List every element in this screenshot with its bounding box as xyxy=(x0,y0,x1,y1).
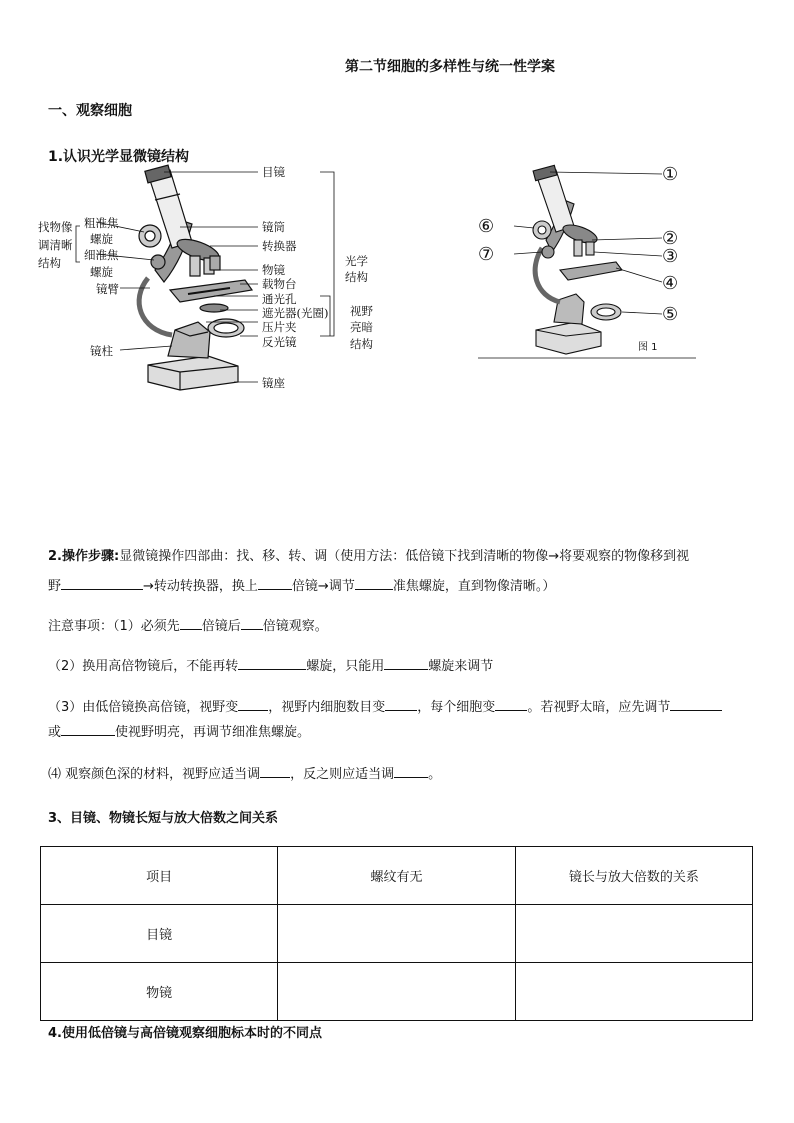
table-header-row xyxy=(41,847,753,905)
blank-light-material[interactable] xyxy=(394,763,428,778)
note-4-text-c: 。 xyxy=(428,767,442,782)
label-pillar: 镜柱 xyxy=(90,344,113,358)
table-cell: 目镜 xyxy=(41,905,278,963)
table-header: 项目 xyxy=(41,847,278,905)
note-2 xyxy=(48,655,493,677)
note-3-text-b: ，视野内细胞数目变 xyxy=(268,700,386,715)
subheading-relationship: 3、目镜、物镜长短与放大倍数之间关系 xyxy=(48,811,279,826)
marker-1: ① xyxy=(662,164,679,185)
note-2-text-a: （2）换用高倍物镜后，不能再转 xyxy=(48,659,239,674)
blank-no-turn[interactable] xyxy=(238,655,306,670)
blank-dark-material[interactable] xyxy=(260,763,290,778)
label-field-3: 结构 xyxy=(350,337,373,351)
label-clip: 压片夹 xyxy=(262,320,297,334)
note-3-text-a: （3）由低倍镜换高倍镜，视野变 xyxy=(48,700,239,715)
subheading-differences: 4.使用低倍镜与高倍镜观察细胞标本时的不同点 xyxy=(48,1026,322,1041)
table-row xyxy=(41,905,753,963)
marker-2: ② xyxy=(662,228,679,249)
blank-power[interactable] xyxy=(258,575,292,590)
steps-line-1 xyxy=(48,547,689,567)
label-arm: 镜臂 xyxy=(96,282,119,296)
label-adjust-clear: 调清晰 xyxy=(38,238,73,252)
label-coarse-focus-1: 粗准焦 xyxy=(84,216,119,230)
blank-focus[interactable] xyxy=(355,575,393,590)
blank-cell-count[interactable] xyxy=(385,696,417,711)
label-stage: 载物台 xyxy=(262,277,297,291)
note-1-text-b: 倍镜后 xyxy=(201,619,241,634)
steps-text-2c: 倍镜→调节 xyxy=(291,579,355,594)
note-4-text-b: ，反之则应适当调 xyxy=(290,767,395,782)
label-optical-2: 结构 xyxy=(345,270,368,284)
blank-cell-size[interactable] xyxy=(495,696,527,711)
label-light-hole: 通光孔 xyxy=(262,292,297,306)
table-row xyxy=(41,963,753,1021)
label-diaphragm: 遮光器(光圈) xyxy=(262,306,329,320)
note-3-text-d: 。若视野太暗，应先调节 xyxy=(527,700,671,715)
note-3-text-e: 或 xyxy=(48,725,62,740)
steps-text-2d: 准焦螺旋，直到物像清晰。） xyxy=(392,579,556,594)
marker-4: ④ xyxy=(662,273,679,294)
comparison-table xyxy=(40,846,753,1021)
note-3-text-f: 使视野明亮，再调节细准焦螺旋。 xyxy=(115,725,311,740)
label-field-2: 亮暗 xyxy=(350,320,373,334)
note-4 xyxy=(48,763,441,785)
table-cell-answer[interactable] xyxy=(278,963,515,1021)
note-3-line-1 xyxy=(48,696,722,718)
marker-5: ⑤ xyxy=(662,304,679,325)
table-cell-answer[interactable] xyxy=(278,905,515,963)
label-objective: 物镜 xyxy=(262,263,285,277)
note-3-text-c: ，每个细胞变 xyxy=(417,700,496,715)
marker-6: ⑥ xyxy=(478,216,495,237)
blank-field-change[interactable] xyxy=(238,696,268,711)
label-tube: 镜筒 xyxy=(262,220,285,234)
label-coarse-focus-2: 螺旋 xyxy=(90,232,113,246)
marker-7: ⑦ xyxy=(478,244,495,265)
label-structure: 结构 xyxy=(38,256,61,270)
steps-text-2b: →转动转换器，换上 xyxy=(143,579,258,594)
blank-adjust-2[interactable] xyxy=(61,721,115,736)
label-base: 镜座 xyxy=(262,376,285,390)
note-1 xyxy=(48,615,328,637)
page-title: 第二节细胞的多样性与统一性学案 xyxy=(345,59,555,75)
section-heading-observe-cells: 一、观察细胞 xyxy=(48,103,132,119)
table-header: 螺纹有无 xyxy=(278,847,515,905)
note-1-text-c: 倍镜观察。 xyxy=(262,619,328,634)
blank-only-use[interactable] xyxy=(384,655,428,670)
steps-text-1: 显微镜操作四部曲：找、移、转、调（使用方法：低倍镜下找到清晰的物像→将要观察的物像移到视 xyxy=(119,549,690,564)
microscope-diagram-labeled xyxy=(30,160,380,400)
steps-line-2 xyxy=(48,575,555,597)
label-field-1: 视野 xyxy=(350,304,373,318)
blank-then[interactable] xyxy=(241,615,263,630)
label-mirror: 反光镜 xyxy=(262,335,297,349)
label-optical-1: 光学 xyxy=(345,254,368,268)
note-4-text-a: ⑷ 观察颜色深的材料，视野应适当调 xyxy=(48,767,261,782)
blank-first[interactable] xyxy=(180,615,202,630)
label-eyepiece: 目镜 xyxy=(262,165,285,179)
table-cell-answer[interactable] xyxy=(515,963,752,1021)
label-fine-focus-1: 细准焦 xyxy=(84,248,119,262)
table-cell: 物镜 xyxy=(41,963,278,1021)
table-cell-answer[interactable] xyxy=(515,905,752,963)
note-2-text-b: 螺旋，只能用 xyxy=(306,659,385,674)
subheading-microscope-structure: 1.认识光学显微镜结构 xyxy=(48,149,190,165)
blank-field[interactable] xyxy=(61,575,143,590)
label-find-image: 找物像 xyxy=(38,220,73,234)
marker-3: ③ xyxy=(662,246,679,267)
note-1-text-a: 注意事项：（1）必须先 xyxy=(48,619,180,634)
steps-label: 2.操作步骤: xyxy=(48,549,120,564)
blank-adjust-1[interactable] xyxy=(670,696,722,711)
figure-caption: 图 1 xyxy=(638,342,658,353)
table-header: 镜长与放大倍数的关系 xyxy=(515,847,752,905)
note-2-text-c: 螺旋来调节 xyxy=(428,659,494,674)
note-3-line-2 xyxy=(48,721,310,743)
label-converter: 转换器 xyxy=(262,239,297,253)
steps-text-2a: 野 xyxy=(48,579,62,594)
label-fine-focus-2: 螺旋 xyxy=(90,265,113,279)
